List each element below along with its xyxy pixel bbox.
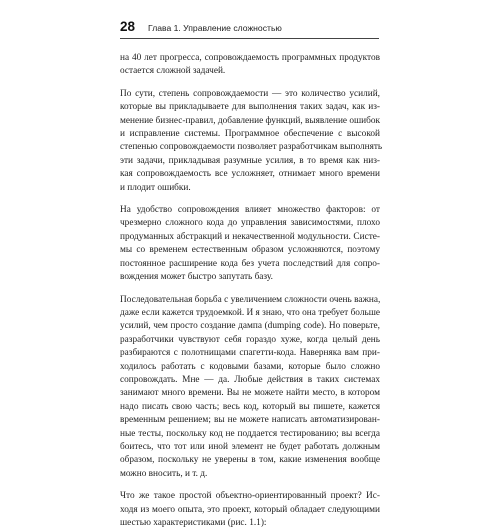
text-line: и исправление системы. Программное обеспечение с высокой [120, 129, 380, 140]
text-line: чрезмерно сложного кода до управления зависимостями, плохо [120, 218, 380, 229]
text-line: остается сложной задачей. [120, 66, 226, 77]
text-line: временным решением; вы не можете написать автоматизирован- [120, 415, 380, 426]
text-line: усилий, чем просто создание дампа (dumping code). Но поверьте, [120, 321, 380, 332]
text-line: вождения может быстро запутать базу. [120, 272, 273, 283]
chapter-title: Глава 1. Управление сложностью [148, 23, 282, 33]
text-line: На удобство сопровождения влияет множество факторов: от [120, 205, 380, 216]
body-text [120, 52, 383, 530]
text-line: разбираются с полотнищами спагетти-кода. Наверняка вам при- [120, 348, 380, 359]
text-line: По сути, степень сопровождаемости — это количество усилий, [120, 88, 380, 99]
text-line: ходя из моего опыта, это проект, который обладает следующими [120, 504, 380, 515]
text-line: ные тесты, поскольку код не поддается тестированию; вы всегда [120, 428, 380, 439]
text-line: можно вносить, и т. д. [120, 468, 208, 479]
text-line: занимают много времени. Вы не можете найти место, в котором [120, 388, 380, 399]
text-line: надо писать свою часть; весь код, который вы пишете, кажется [120, 401, 380, 412]
text-line: разработчики чувствуют себя гораздо хуже, когда целый день [120, 334, 380, 345]
text-line: степенью сопровождаемости позволяет разработчикам выполнять [120, 142, 383, 153]
text-line: Что же такое простой объектно-ориентированный проект? Ис- [120, 491, 380, 502]
page-number: 28 [120, 19, 136, 34]
header-rule [120, 38, 379, 39]
text-line: которые вы прикладываете для выполнения таких задач, как из- [120, 102, 380, 113]
text-line: менение бизнес-правил, добавление функций, выявление ошибок [120, 115, 381, 126]
text-line: шестью характеристиками (рис. 1.1): [120, 518, 267, 528]
text-line: мы со временем естественным образом усложняются, поэтому [120, 245, 380, 256]
text-line: и плодит ошибки. [120, 182, 191, 193]
text-line: на 40 лет прогресса, сопровождаемость программных продуктов [120, 53, 380, 63]
text-line: даже если кажется трудоемкой. И я знаю, что она требует больше [120, 307, 380, 318]
paragraph [120, 52, 380, 79]
text-line: Последовательная борьба с увеличением сложности очень важна, [120, 294, 381, 305]
text-line: продуманных абстракций и некачественной модульности. Систе- [120, 231, 380, 242]
text-line: постоянное расширение кода без учета последствий для сопро- [120, 258, 380, 269]
text-line: кая сопровождаемость все усложняет, отнимает много времени [120, 169, 380, 180]
text-line: боитесь, что тот или иной элемент не будет работать должным [120, 441, 380, 452]
text-line: ходилось работать с кодовыми базами, которые было сложно [120, 361, 380, 372]
running-head [120, 19, 282, 34]
text-line: сопровождать. Мне — да. Любые действия в таких системах [120, 374, 380, 385]
paragraph [120, 204, 380, 284]
text-line: эти задачи, прикладывая разумные усилия, в то время как низ- [120, 155, 380, 166]
paragraph [120, 294, 380, 482]
text-line: образом, поскольку не уверены в том, какие изменения вообще [120, 455, 380, 466]
paragraph [120, 88, 383, 195]
paragraph [120, 490, 380, 530]
